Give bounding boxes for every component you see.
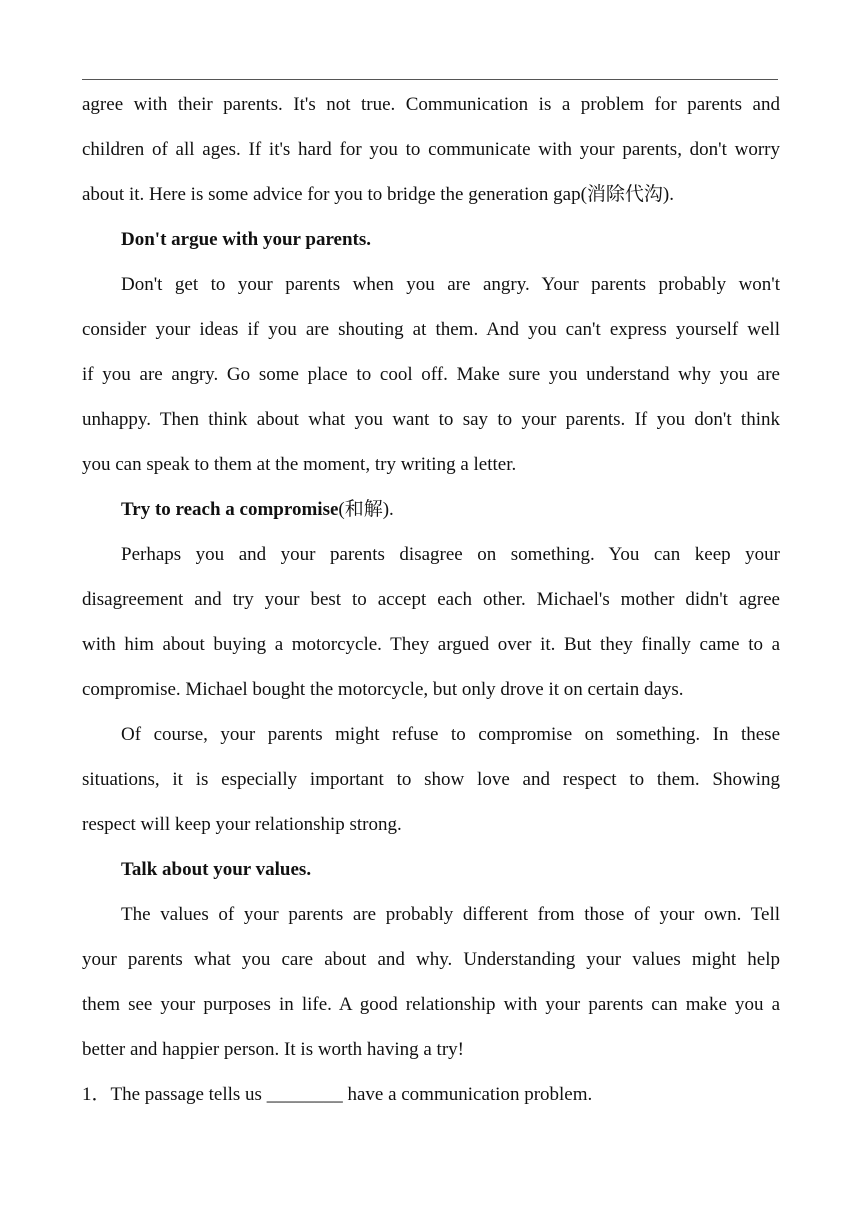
paragraph-3-line-3: with him about buying a motorcycle. They argued over it. But they finally came to a [82,634,780,655]
paragraph-4-line-1: Of course, your parents might refuse to compromise on something. In these [121,724,780,745]
paragraph-2-line-1: Don't get to your parents when you are angry. Your parents probably won't [121,274,780,295]
paragraph-2-line-5: you can speak to them at the moment, try writing a letter. [82,454,517,475]
section-heading-values: Talk about your values. [121,859,312,880]
paragraph-3-line-2: disagreement and try your best to accept each other. Michael's mother didn't agree [82,589,780,610]
section-heading-argue: Don't argue with your parents. [121,229,372,250]
paragraph-2-line-2: consider your ideas if you are shouting at them. And you can't express yourself well [82,319,780,340]
paragraph-5-line-2: your parents what you care about and why. Understanding your values might help [82,949,780,970]
question-1-number: 1． [82,1084,111,1105]
paragraph-2-line-4: unhappy. Then think about what you want to say to your parents. If you don't think [82,409,780,430]
paragraph-4-line-3: respect will keep your relationship strong. [82,814,402,835]
section-heading-compromise [82,487,780,532]
question-1-text: The passage tells us ________ have a communication problem. [110,1084,593,1105]
paragraph-3-line-1: Perhaps you and your parents disagree on something. You can keep your [121,544,780,565]
passage-body [82,82,780,1117]
paragraph-1-line-3: about it. Here is some advice for you to bridge the generation gap(消除代沟). [82,184,674,205]
paragraph-1-line-1: agree with their parents. It's not true. Communication is a problem for parents and [82,94,780,115]
paragraph-5-line-3: them see your purposes in life. A good relationship with your parents can make you a [82,994,780,1015]
question-1 [82,1072,780,1117]
paragraph-2-line-3: if you are angry. Go some place to cool off. Make sure you understand why you are [82,364,780,385]
paragraph-3-line-4: compromise. Michael bought the motorcycle, but only drove it on certain days. [82,679,684,700]
paragraph-1-line-2: children of all ages. If it's hard for you to communicate with your parents, don't worry [82,139,780,160]
header-rule [82,79,778,80]
heading-compromise-bold: Try to reach a compromise [121,499,339,520]
paragraph-4-line-2: situations, it is especially important to show love and respect to them. Showing [82,769,780,790]
paragraph-5-line-1: The values of your parents are probably different from those of your own. Tell [121,904,780,925]
paragraph-5-line-4: better and happier person. It is worth having a try! [82,1039,464,1060]
heading-compromise-note: (和解). [338,499,394,520]
